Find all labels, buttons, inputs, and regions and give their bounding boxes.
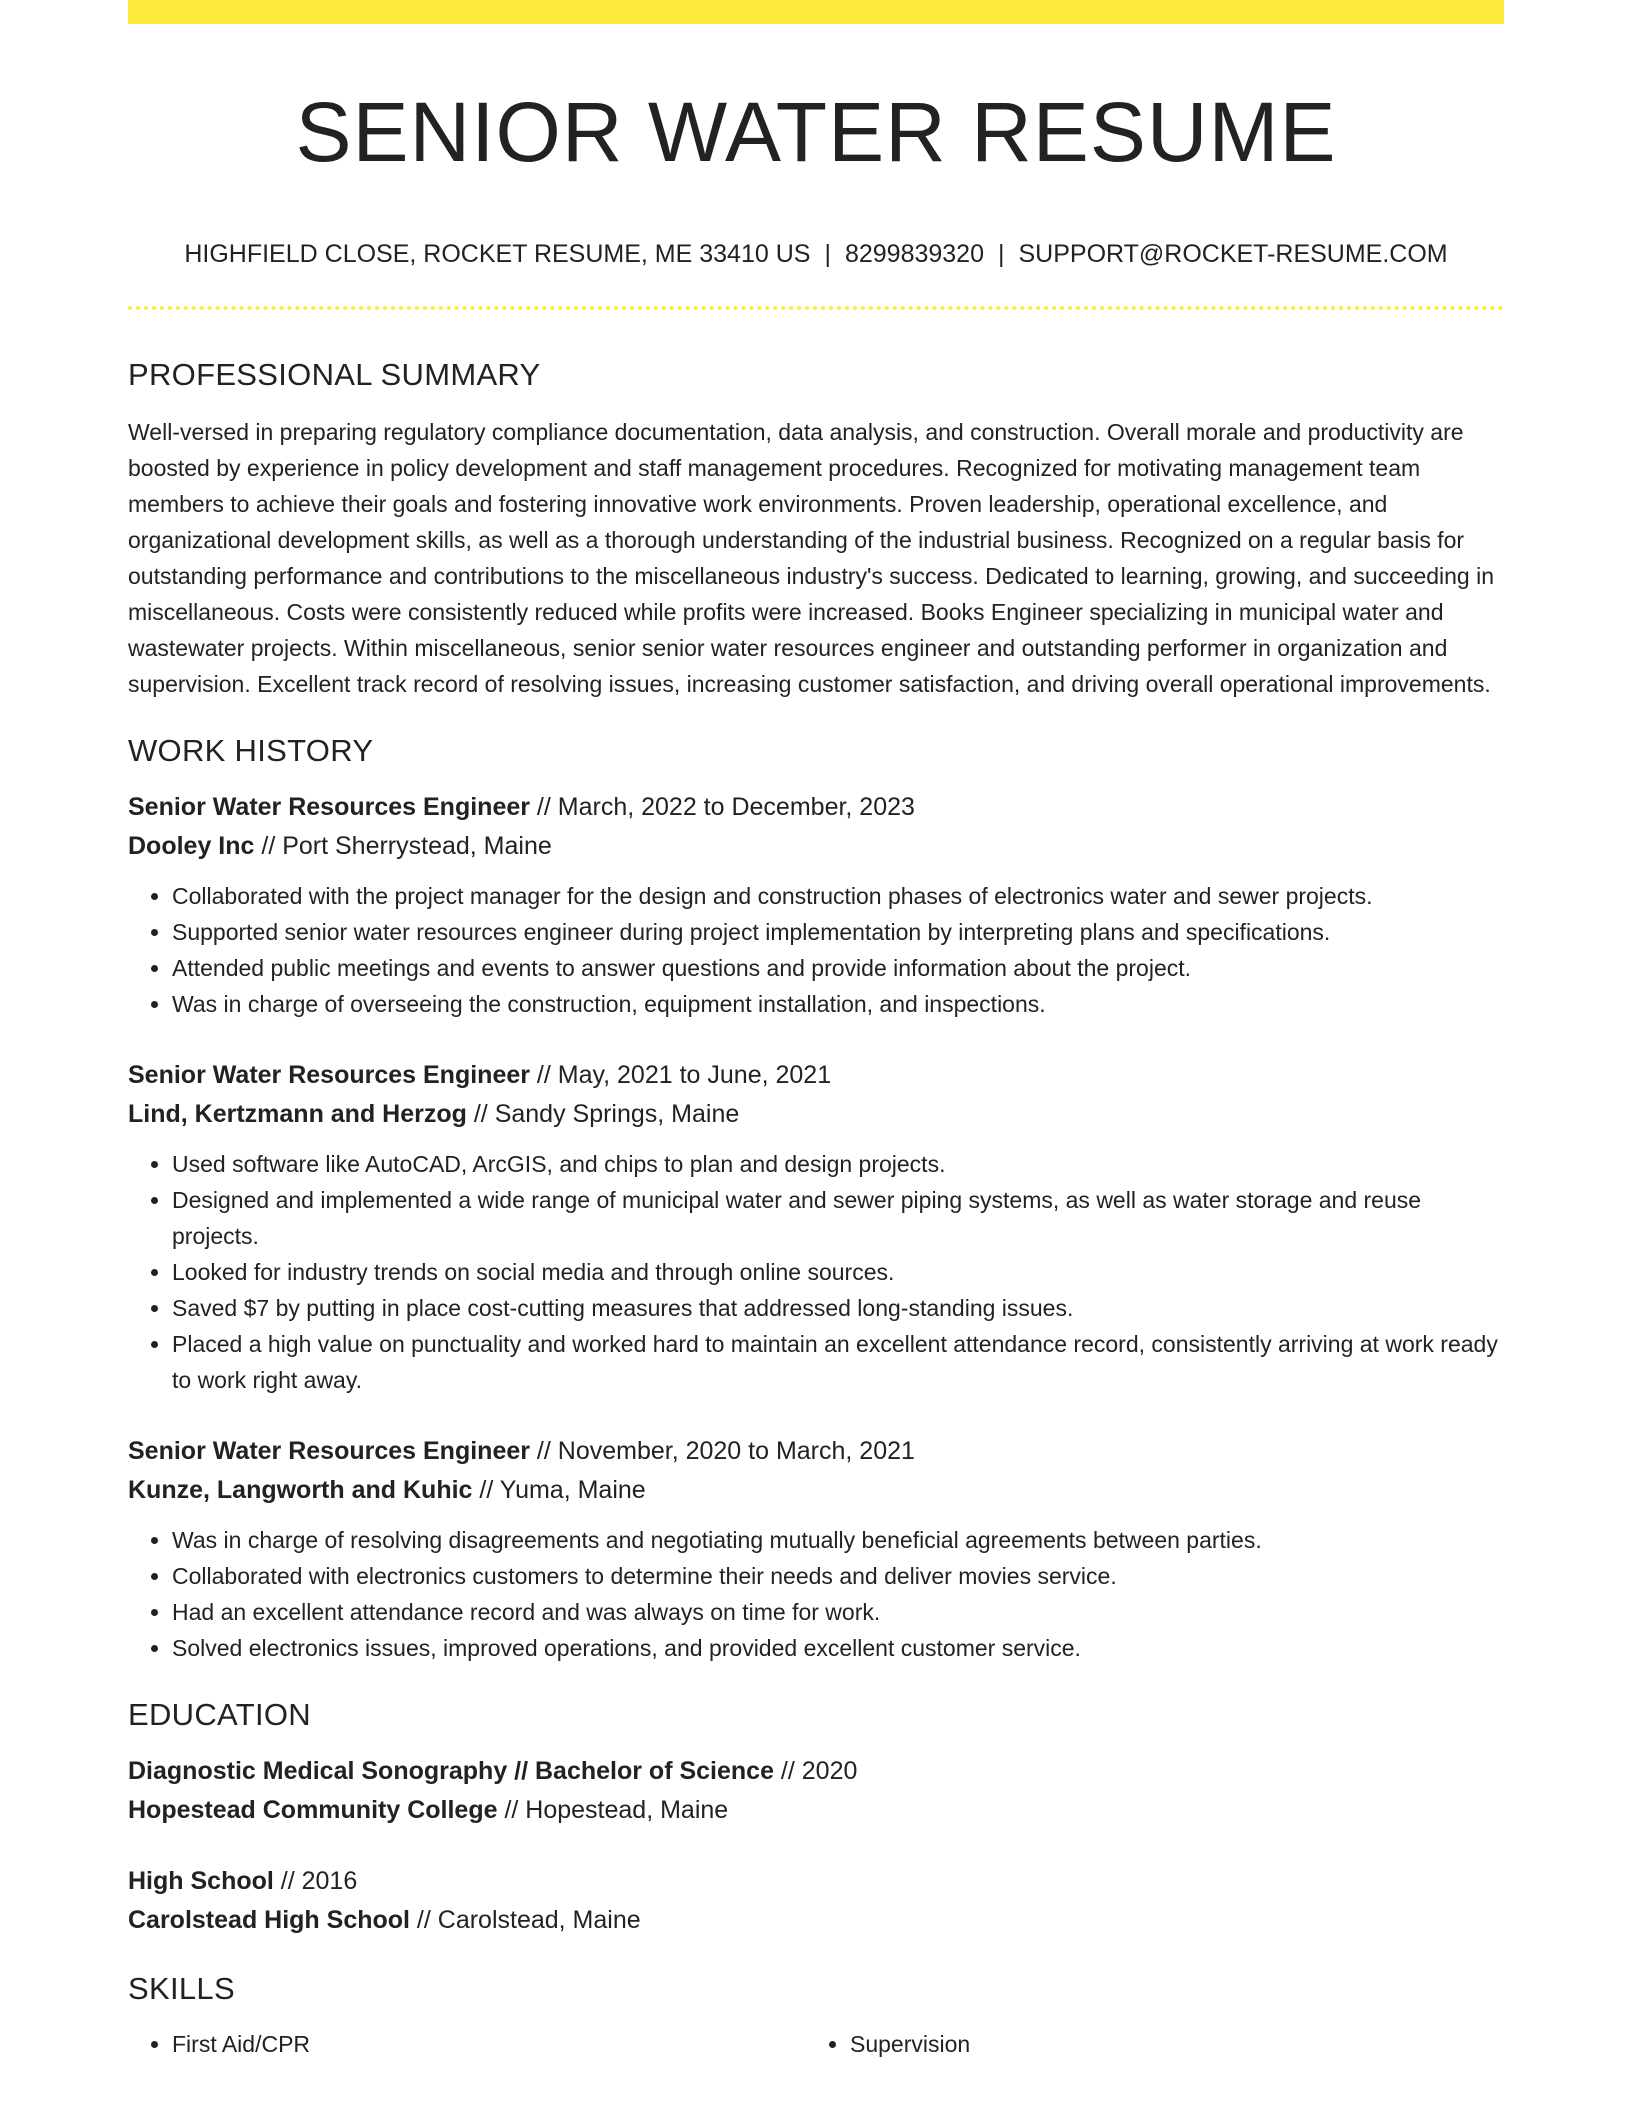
education-location: // Carolstead, Maine <box>409 1906 641 1934</box>
summary-section <box>128 354 1504 702</box>
skills-title: SKILLS <box>128 1971 235 2006</box>
education-degree-line <box>128 1752 1504 1791</box>
job-company-line <box>128 1471 1504 1510</box>
job-entry <box>128 1432 1504 1666</box>
job-role: Senior Water Resources Engineer <box>128 793 530 821</box>
job-bullet: • Collaborated with the project manager for the design and construction phases of electronics water and sewer projects. <box>172 878 1504 914</box>
job-company-line <box>128 1095 1504 1134</box>
skill-item: • First Aid/CPR <box>172 2026 806 2062</box>
job-entry <box>128 788 1504 1022</box>
job-bullet: • Collaborated with electronics customers to determine their needs and deliver movies service. <box>172 1558 1504 1594</box>
job-company: Dooley Inc <box>128 832 255 860</box>
education-location: // Hopestead, Maine <box>497 1796 729 1824</box>
job-bullet: • Was in charge of resolving disagreements and negotiating mutually beneficial agreements between parties. <box>172 1522 1504 1558</box>
contact-email: SUPPORT@ROCKET-RESUME.COM <box>1018 240 1448 268</box>
job-dates: // March, 2022 to December, 2023 <box>529 793 915 821</box>
job-dates: // May, 2021 to June, 2021 <box>529 1061 832 1089</box>
skills-grid <box>128 2026 1504 2062</box>
job-bullet: • Was in charge of overseeing the construction, equipment installation, and inspections. <box>172 986 1504 1022</box>
education-entry <box>128 1862 1504 1940</box>
job-bullet: • Looked for industry trends on social media and through online sources. <box>172 1254 1504 1290</box>
skills-list <box>128 2026 806 2062</box>
job-bullet: • Used software like AutoCAD, ArcGIS, and chips to plan and design projects. <box>172 1146 1504 1182</box>
job-bullet: • Placed a high value on punctuality and worked hard to maintain an excellent attendance record, consistently arriving at work ready to work right away. <box>172 1326 1504 1398</box>
resume-body <box>128 354 1504 2062</box>
job-entry <box>128 1056 1504 1398</box>
job-company: Kunze, Langworth and Kuhic <box>128 1476 473 1504</box>
education-school: Hopestead Community College <box>128 1796 498 1824</box>
job-bullet: • Designed and implemented a wide range of municipal water and sewer piping systems, as well as water storage and reuse projects. <box>172 1182 1504 1254</box>
education-school-line <box>128 1791 1504 1830</box>
job-role: Senior Water Resources Engineer <box>128 1061 530 1089</box>
skills-column-left <box>128 2026 806 2062</box>
contact-line <box>128 236 1504 272</box>
job-location: // Port Sherrystead, Maine <box>254 832 552 860</box>
job-role: Senior Water Resources Engineer <box>128 1437 530 1465</box>
job-bullets <box>128 878 1504 1022</box>
job-role-line <box>128 788 1504 827</box>
summary-title: PROFESSIONAL SUMMARY <box>128 357 541 392</box>
education-year: // 2020 <box>773 1757 858 1785</box>
education-degree: High School <box>128 1867 274 1895</box>
education-degree-line <box>128 1862 1504 1901</box>
job-role-line <box>128 1432 1504 1471</box>
skills-list <box>806 2026 1484 2062</box>
work-history-title: WORK HISTORY <box>128 733 374 768</box>
skills-section <box>128 1968 1504 2062</box>
work-history-section <box>128 730 1504 1666</box>
education-title: EDUCATION <box>128 1697 311 1732</box>
skills-column-right <box>806 2026 1484 2062</box>
dotted-divider <box>128 306 1504 310</box>
job-bullet: • Had an excellent attendance record and was always on time for work. <box>172 1594 1504 1630</box>
job-location: // Yuma, Maine <box>472 1476 646 1504</box>
job-bullets <box>128 1522 1504 1666</box>
job-location: // Sandy Springs, Maine <box>466 1100 740 1128</box>
education-section <box>128 1694 1504 1940</box>
summary-text: Well-versed in preparing regulatory compliance documentation, data analysis, and construction. Overall morale and productivity are boosted by experience in policy development and staff management procedures. Recognized for motivating management team members to achieve their goals and fostering innovative work environments. Proven leadership, operational excellence, and organizational development skills, as well as a thorough understanding of the industrial business. Recognized on a regular basis for outstanding performance and contributions to the miscellaneous industry's success. Dedicated to learning, growing, and succeeding in miscellaneous. Costs were consistently reduced while profits were increased. Books Engineer specializing in municipal water and wastewater projects. Within miscellaneous, senior senior water resources engineer and outstanding performer in organization and supervision. Excellent track record of resolving issues, increasing customer satisfaction, and driving overall operational improvements. <box>128 419 1495 697</box>
job-bullet: • Saved $7 by putting in place cost-cutting measures that addressed long-standing issues. <box>172 1290 1504 1326</box>
job-bullet: • Attended public meetings and events to answer questions and provide information about the project. <box>172 950 1504 986</box>
contact-separator: | <box>998 240 1005 268</box>
accent-bar <box>128 0 1504 24</box>
job-company: Lind, Kertzmann and Herzog <box>128 1100 467 1128</box>
job-bullets <box>128 1146 1504 1398</box>
education-year: // 2016 <box>273 1867 358 1895</box>
job-dates: // November, 2020 to March, 2021 <box>529 1437 915 1465</box>
contact-separator: | <box>824 240 831 268</box>
contact-phone: 8299839320 <box>844 240 984 268</box>
education-degree: Diagnostic Medical Sonography // Bachelor of Science <box>128 1757 774 1785</box>
job-bullet: • Solved electronics issues, improved operations, and provided excellent customer service. <box>172 1630 1504 1666</box>
education-school-line <box>128 1901 1504 1940</box>
education-entry <box>128 1752 1504 1830</box>
job-bullet: • Supported senior water resources engineer during project implementation by interpreting plans and specifications. <box>172 914 1504 950</box>
education-school: Carolstead High School <box>128 1906 410 1934</box>
contact-address: HIGHFIELD CLOSE, ROCKET RESUME, ME 33410 US <box>184 240 811 268</box>
resume-name: SENIOR WATER RESUME <box>295 85 1337 179</box>
job-role-line <box>128 1056 1504 1095</box>
skill-item: • Supervision <box>850 2026 1484 2062</box>
job-company-line <box>128 827 1504 866</box>
